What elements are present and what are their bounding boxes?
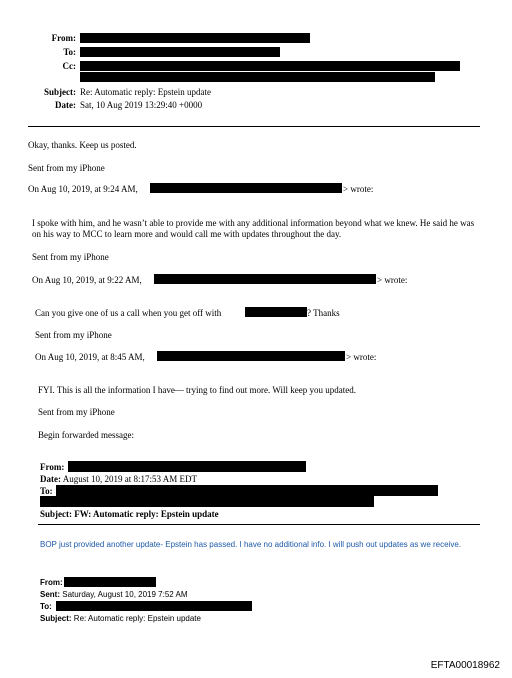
inner-subject-value: Re: Automatic reply: Epstein update bbox=[73, 614, 201, 623]
redaction-name bbox=[245, 307, 307, 317]
redaction-fwd-from bbox=[68, 461, 306, 472]
fwd-date-label: Date: bbox=[40, 474, 61, 484]
fwd-divider bbox=[38, 524, 480, 525]
fwd-date-value: August 10, 2019 at 8:17:53 AM EDT bbox=[62, 474, 198, 484]
inner-subject-label: Subject: bbox=[40, 614, 72, 623]
inner-to-label: To: bbox=[40, 602, 52, 611]
inner-sent-value: Saturday, August 10, 2019 7:52 AM bbox=[62, 590, 188, 599]
redaction-sender-2 bbox=[154, 274, 376, 284]
date-value: Sat, 10 Aug 2019 13:29:40 +0000 bbox=[80, 100, 203, 110]
date-label: Date: bbox=[55, 100, 76, 110]
reply-text: Okay, thanks. Keep us posted. bbox=[28, 140, 137, 150]
cc-label: Cc: bbox=[62, 61, 76, 71]
redaction-inner-to bbox=[56, 601, 252, 611]
sent-from-iphone-1: Sent from my iPhone bbox=[28, 163, 105, 173]
call-request-suffix: ? Thanks bbox=[307, 308, 340, 318]
on-line-2-prefix: On Aug 10, 2019, at 9:22 AM, bbox=[32, 275, 142, 285]
on-line-1-prefix: On Aug 10, 2019, at 9:24 AM, bbox=[28, 184, 138, 194]
fwd-subject-label: Subject: bbox=[40, 509, 72, 519]
on-line-1-suffix: > wrote: bbox=[343, 184, 374, 194]
to-label: To: bbox=[63, 47, 76, 57]
redaction-sender-3 bbox=[157, 351, 345, 361]
fwd-subject-value: FW: Automatic reply: Epstein update bbox=[74, 509, 219, 519]
on-line-3-suffix: > wrote: bbox=[346, 352, 377, 362]
redaction-to bbox=[80, 47, 280, 57]
quoted-paragraph: I spoke with him, and he wasn’t able to provide me with any additional information beyond what we knew. He said he was on his way to MCC to learn more and would call me with updates throughout the day. bbox=[32, 218, 475, 239]
bates-number: EFTA00018962 bbox=[430, 660, 500, 671]
inner-sent-line bbox=[40, 590, 188, 599]
call-request-prefix: Can you give one of us a call when you get off with bbox=[35, 308, 222, 318]
fwd-subject-line bbox=[40, 509, 219, 519]
on-line-2-suffix: > wrote: bbox=[377, 275, 408, 285]
header-divider bbox=[28, 126, 480, 127]
redaction-fwd-to-2 bbox=[40, 496, 374, 507]
inner-subject-line bbox=[40, 614, 201, 623]
bop-update-text: BOP just provided another update- Epstein has passed. I have no additional info. I will push out updates as we receive. bbox=[40, 540, 462, 549]
fwd-from-label: From: bbox=[40, 462, 65, 472]
fwd-to-label: To: bbox=[40, 486, 53, 496]
begin-forwarded: Begin forwarded message: bbox=[38, 430, 134, 440]
sent-from-iphone-2: Sent from my iPhone bbox=[32, 252, 109, 262]
redaction-sender-1 bbox=[150, 183, 342, 193]
sent-from-iphone-3: Sent from my iPhone bbox=[35, 330, 112, 340]
inner-from-label: From: bbox=[40, 578, 63, 587]
inner-sent-label: Sent: bbox=[40, 590, 60, 599]
redaction-fwd-to-1 bbox=[56, 485, 438, 496]
redaction-inner-from bbox=[64, 577, 156, 587]
fyi-text: FYI. This is all the information I have— trying to find out more. Will keep you updated. bbox=[38, 385, 357, 395]
subject-value: Re: Automatic reply: Epstein update bbox=[80, 87, 211, 97]
on-line-3-prefix: On Aug 10, 2019, at 8:45 AM, bbox=[35, 352, 145, 362]
from-label: From: bbox=[51, 33, 76, 43]
redaction-from bbox=[80, 33, 310, 43]
redaction-cc-line1 bbox=[80, 61, 460, 71]
redaction-cc-line2 bbox=[80, 72, 435, 82]
sent-from-iphone-4: Sent from my iPhone bbox=[38, 407, 115, 417]
fwd-date-line bbox=[40, 474, 197, 484]
subject-label: Subject: bbox=[44, 87, 76, 97]
